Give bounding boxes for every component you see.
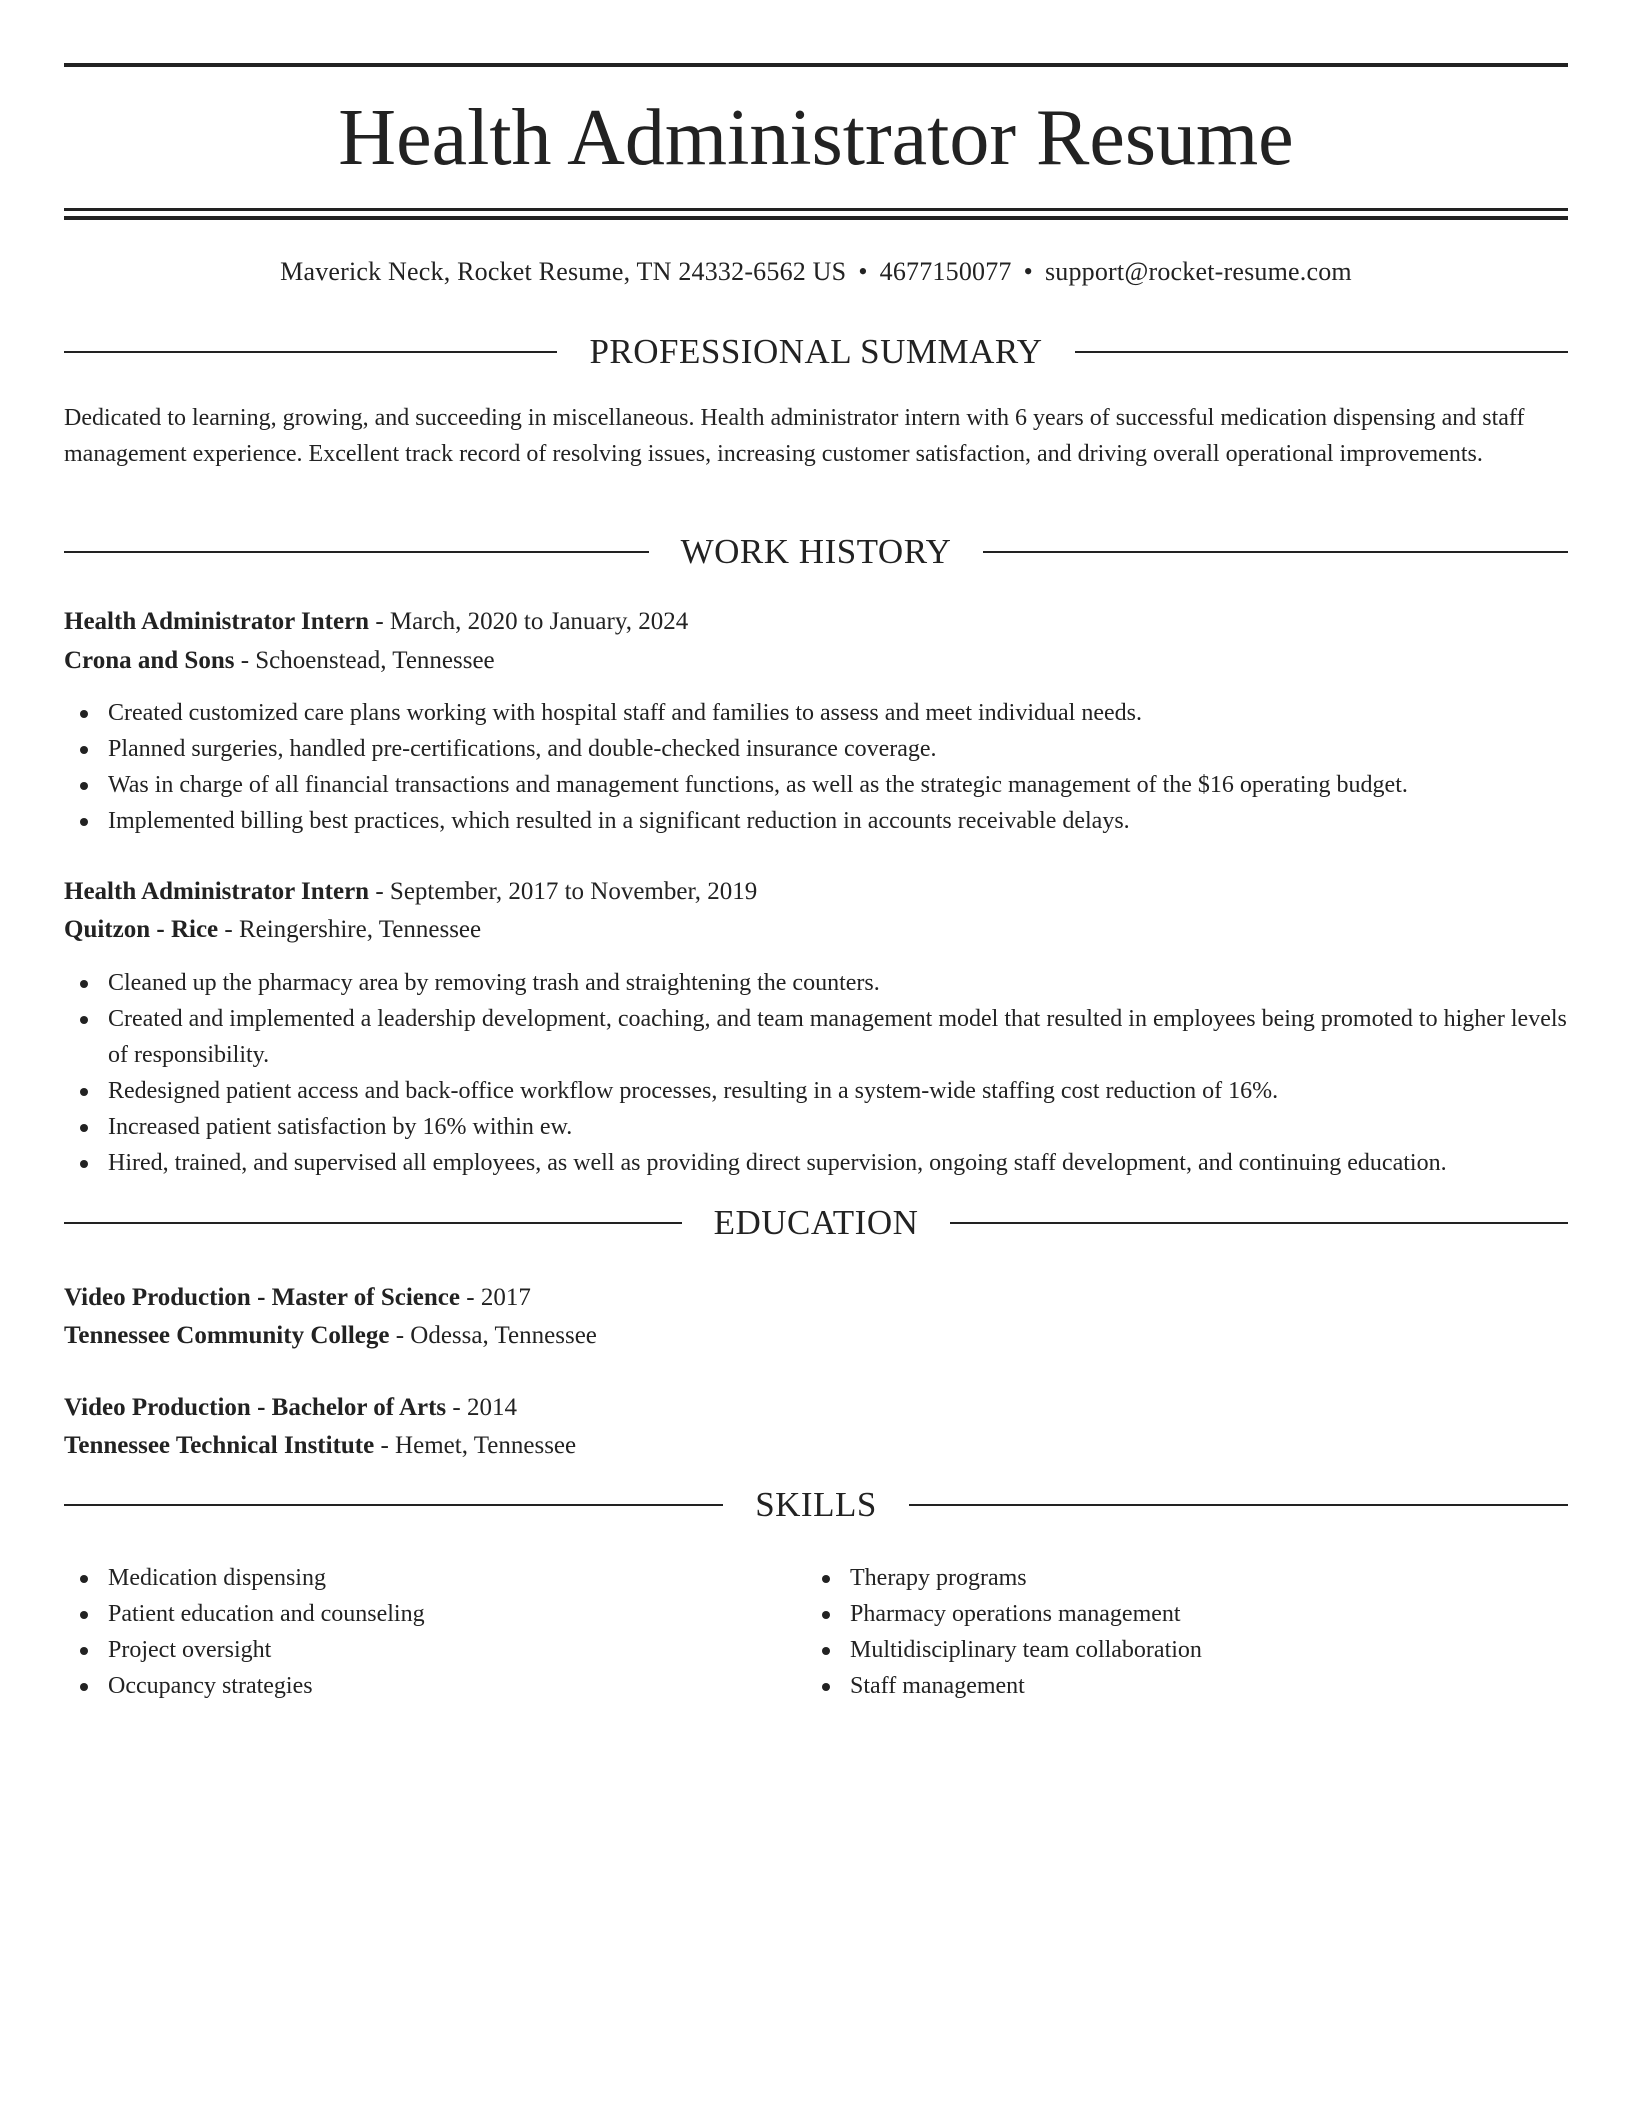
job-dates: - September, 2017 to November, 2019 [369,878,758,905]
heading-rule [64,351,557,353]
contact-separator: • [1023,257,1033,286]
list-item: Medication dispensing [108,1560,764,1596]
list-item: Cleaned up the pharmacy area by removing trash and straightening the counters. [108,965,1568,1001]
list-item: Created customized care plans working with hospital staff and families to assess and meet individual needs. [108,695,1568,731]
job-company: Quitzon - Rice [64,916,219,943]
education-year: - 2017 [460,1284,531,1311]
list-item: Was in charge of all financial transactions and management functions, as well as the strategic management of the $16 operating budget. [108,767,1568,803]
contact-email: support@rocket-resume.com [1044,257,1352,286]
education-school-line [64,1318,1568,1354]
education-school: Tennessee Technical Institute [64,1432,375,1459]
job-title-line [64,874,1568,910]
job-bullets [64,695,1568,839]
job-dates: - March, 2020 to January, 2024 [369,608,689,635]
list-item: Therapy programs [850,1560,1506,1596]
section-heading-summary [64,330,1568,374]
education-degree-line [64,1280,1568,1316]
list-item: Staff management [850,1668,1506,1704]
summary-text: Dedicated to learning, growing, and succeeding in miscellaneous. Health administrator intern with 6 years of successful medication dispensing and staff management experience. Excellent track record of resolving issues, increasing customer satisfaction, and driving overall operational improvements. [64,405,1525,467]
list-item: Implemented billing best practices, which resulted in a significant reduction in accounts receivable delays. [108,803,1568,839]
section-label: SKILLS [755,1485,877,1524]
top-rule [64,63,1568,67]
job-title: Health Administrator Intern [64,608,370,635]
education-location: - Hemet, Tennessee [374,1432,577,1459]
list-item: Pharmacy operations management [850,1596,1506,1632]
list-item: Increased patient satisfaction by 16% within ew. [108,1109,1568,1145]
list-item: Created and implemented a leadership development, coaching, and team management model that resulted in employees being promoted to higher levels of responsibility. [108,1001,1568,1073]
heading-rule [950,1222,1568,1224]
list-item: Patient education and counseling [108,1596,764,1632]
education-location: - Odessa, Tennessee [389,1322,597,1349]
contact-address: Maverick Neck, Rocket Resume, TN 24332-6562 US [280,257,847,286]
education-school: Tennessee Community College [64,1322,390,1349]
heading-rule [1075,351,1568,353]
list-item: Occupancy strategies [108,1668,764,1704]
list-item: Multidisciplinary team collaboration [850,1632,1506,1668]
title-rule-lower [64,216,1568,220]
title-rule-upper [64,208,1568,211]
education-degree: Video Production - Bachelor of Arts [64,1394,447,1421]
job-location: - Schoenstead, Tennessee [234,647,495,674]
section-label: WORK HISTORY [680,532,952,571]
job-company-line [64,912,1568,948]
job-company: Crona and Sons [64,647,235,674]
heading-rule [983,551,1568,553]
job-title: Health Administrator Intern [64,878,370,905]
education-school-line [64,1428,1568,1464]
education-degree: Video Production - Master of Science [64,1284,460,1311]
contact-separator: • [858,257,868,286]
heading-rule [64,551,649,553]
list-item: Redesigned patient access and back-office workflow processes, resulting in a system-wide staffing cost reduction of 16%. [108,1073,1568,1109]
page-title: Health Administrator Resume [338,94,1294,182]
skills-list [64,1560,764,1704]
skills-column-left [64,1560,764,1704]
contact-line [64,255,1568,289]
job-bullets [64,965,1568,1181]
job-location: - Reingershire, Tennessee [218,916,482,943]
job-title-line [64,604,1568,640]
section-heading-education [64,1201,1568,1245]
section-label: PROFESSIONAL SUMMARY [589,332,1043,371]
job-company-line [64,643,1568,679]
section-heading-work [64,530,1568,574]
list-item: Planned surgeries, handled pre-certifications, and double-checked insurance coverage. [108,731,1568,767]
heading-rule [909,1504,1568,1506]
heading-rule [64,1504,723,1506]
contact-phone: 4677150077 [879,257,1012,286]
heading-rule [64,1222,682,1224]
education-year: - 2014 [446,1394,517,1421]
list-item: Project oversight [108,1632,764,1668]
skills-column-right [806,1560,1506,1704]
section-label: EDUCATION [713,1203,919,1242]
education-degree-line [64,1390,1568,1426]
skills-list [806,1560,1506,1704]
list-item: Hired, trained, and supervised all employees, as well as providing direct supervision, ongoing staff development, and continuing education. [108,1145,1568,1181]
section-heading-skills [64,1483,1568,1527]
